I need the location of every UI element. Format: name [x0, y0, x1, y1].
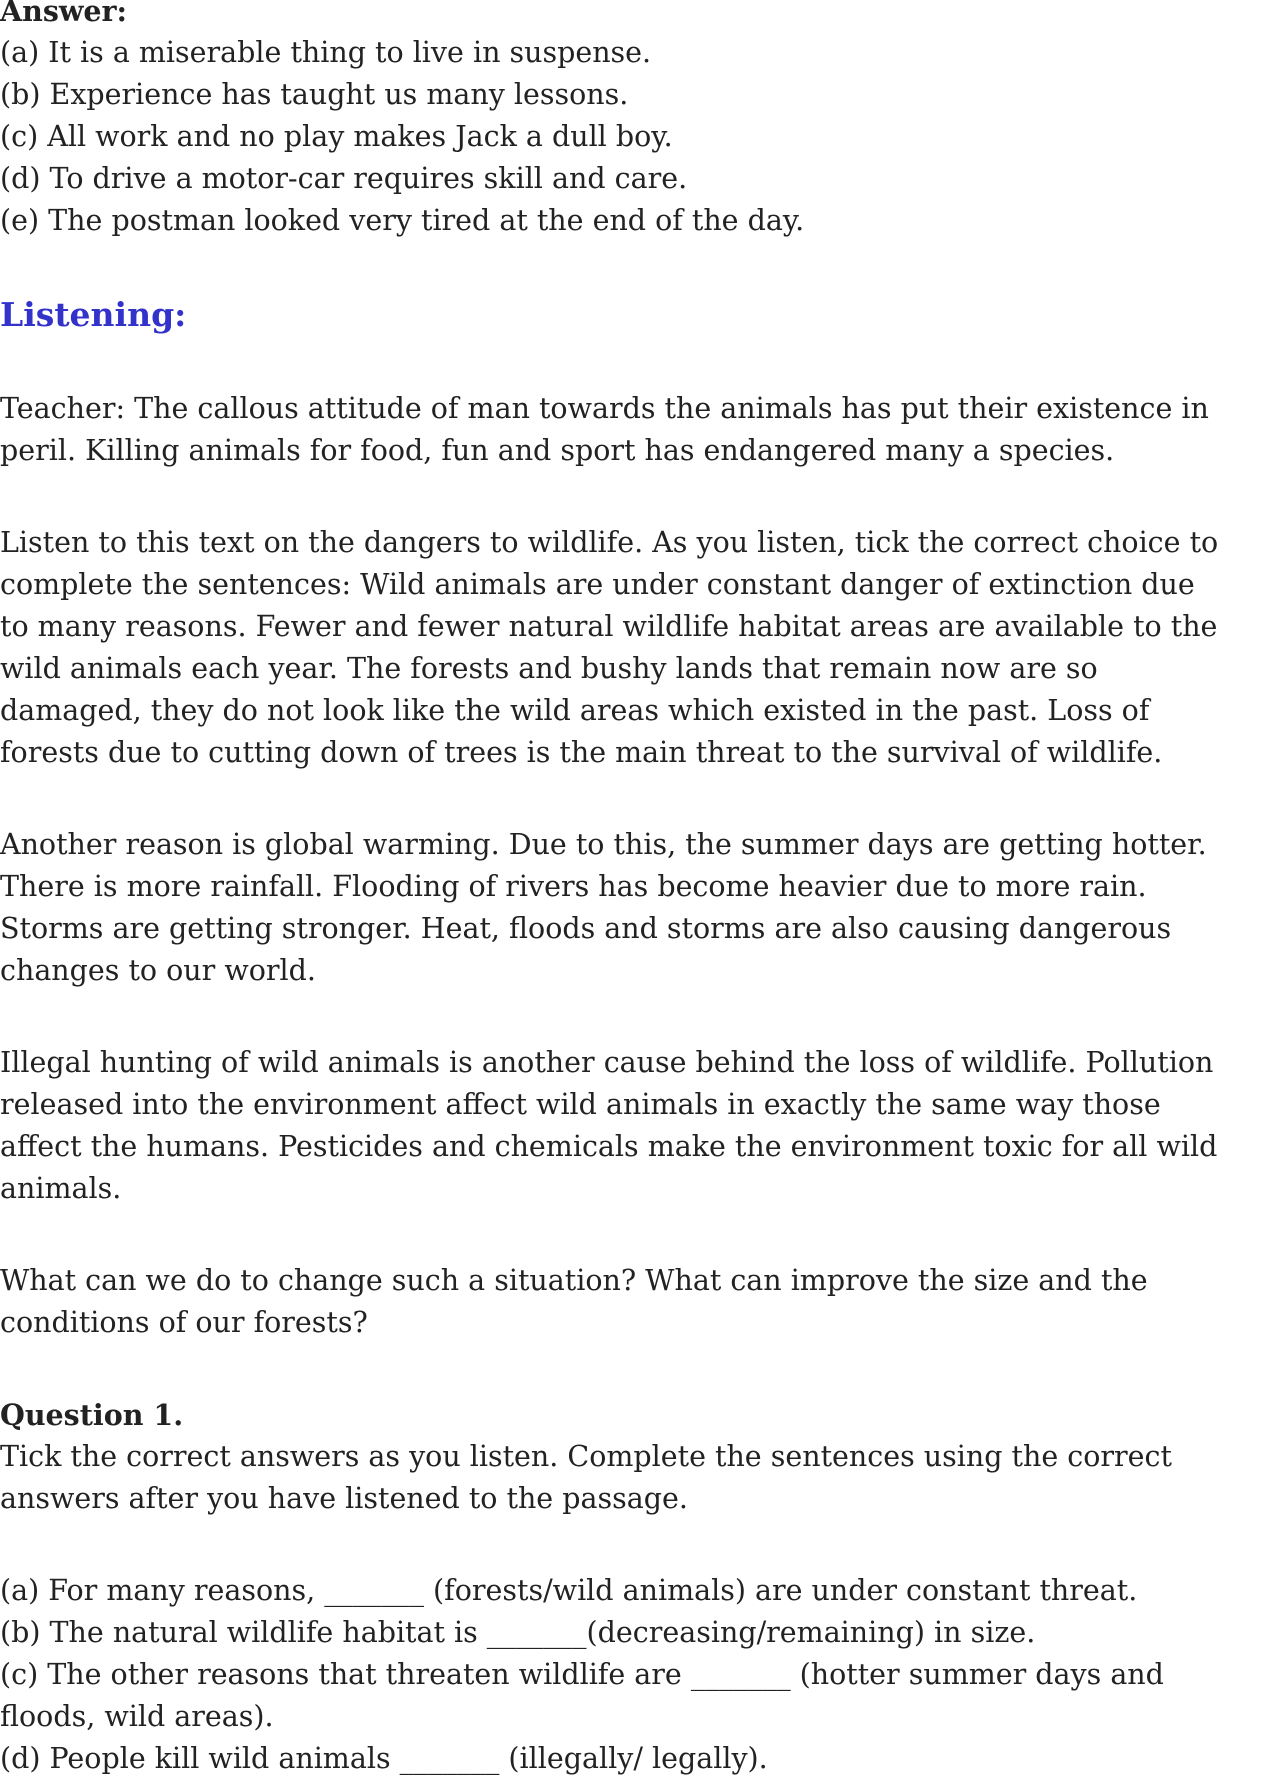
paragraph-line: forests due to cutting down of trees is the main threat to the survival of wildlife. — [0, 736, 1163, 769]
paragraph-line: conditions of our forests? — [0, 1306, 368, 1339]
question-section — [0, 1394, 1283, 1780]
answer-item: (b) Experience has taught us many lessons. — [0, 78, 629, 111]
instruction-line: answers after you have listened to the passage. — [0, 1482, 688, 1515]
paragraph-line: Teacher: The callous attitude of man towards the animals has put their existence in — [0, 392, 1209, 425]
paragraph-line: complete the sentences: Wild animals are under constant danger of extinction due — [0, 568, 1195, 601]
paragraph-line: released into the environment affect wild animals in exactly the same way those — [0, 1088, 1161, 1121]
answer-heading: Answer: — [0, 0, 128, 28]
listening-paragraph-question — [0, 1260, 1283, 1344]
listening-paragraph-text — [0, 522, 1283, 774]
paragraph-line: affect the humans. Pesticides and chemicals make the environment toxic for all wild — [0, 1130, 1218, 1163]
answer-item: (c) All work and no play makes Jack a dull boy. — [0, 120, 673, 153]
listening-heading: Listening: — [0, 295, 187, 334]
listening-section — [0, 294, 1283, 1344]
paragraph-line: There is more rainfall. Flooding of rivers has become heavier due to more rain. — [0, 870, 1147, 903]
question-heading: Question 1. — [0, 1398, 184, 1432]
question-item: (c) The other reasons that threaten wildlife are _______ (hotter summer days and — [0, 1658, 1164, 1691]
answer-item: (a) It is a miserable thing to live in suspense. — [0, 36, 652, 69]
question-item: floods, wild areas). — [0, 1700, 274, 1733]
paragraph-line: to many reasons. Fewer and fewer natural wildlife habitat areas are available to the — [0, 610, 1218, 643]
instruction-line: Tick the correct answers as you listen. Complete the sentences using the correct — [0, 1440, 1172, 1473]
answer-section — [0, 0, 1283, 242]
answer-item: (d) To drive a motor-car requires skill and care. — [0, 162, 688, 195]
paragraph-line: damaged, they do not look like the wild areas which existed in the past. Loss of — [0, 694, 1150, 727]
listening-paragraph-global-warming — [0, 824, 1283, 992]
paragraph-line: Listen to this text on the dangers to wildlife. As you listen, tick the correct choice to — [0, 526, 1219, 559]
answer-item: (e) The postman looked very tired at the end of the day. — [0, 204, 805, 237]
paragraph-line: peril. Killing animals for food, fun and sport has endangered many a species. — [0, 434, 1115, 467]
question-item: (a) For many reasons, _______ (forests/wild animals) are under constant threat. — [0, 1574, 1138, 1607]
paragraph-line: wild animals each year. The forests and bushy lands that remain now are so — [0, 652, 1098, 685]
listening-paragraph-hunting — [0, 1042, 1283, 1210]
paragraph-line: Storms are getting stronger. Heat, floods and storms are also causing dangerous — [0, 912, 1172, 945]
question-item: (d) People kill wild animals _______ (illegally/ legally). — [0, 1742, 768, 1775]
paragraph-line: Another reason is global warming. Due to this, the summer days are getting hotter. — [0, 828, 1207, 861]
listening-paragraph-teacher — [0, 388, 1283, 472]
question-item: (b) The natural wildlife habitat is _______(decreasing/remaining) in size. — [0, 1616, 1036, 1649]
paragraph-line: What can we do to change such a situation? What can improve the size and the — [0, 1264, 1148, 1297]
paragraph-line: Illegal hunting of wild animals is another cause behind the loss of wildlife. Pollution — [0, 1046, 1214, 1079]
paragraph-line: animals. — [0, 1172, 122, 1205]
paragraph-line: changes to our world. — [0, 954, 316, 987]
